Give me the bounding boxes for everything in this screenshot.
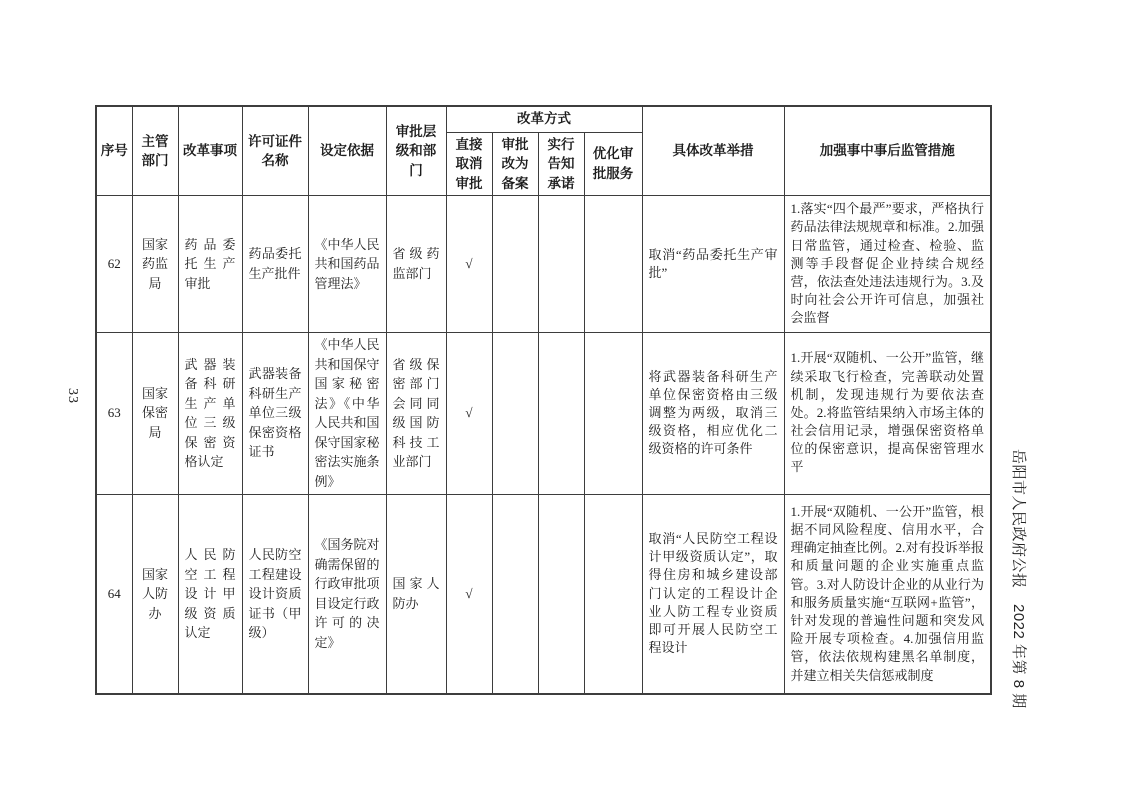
- header-reform-mode-group: 改革方式: [446, 106, 642, 132]
- header-department: 主管部门: [132, 106, 178, 196]
- header-row-group: [96, 106, 991, 132]
- header-mode-filing: 审批改为备案: [492, 132, 538, 196]
- header-approval-level: 审批层级和部门: [386, 106, 446, 196]
- cell-measures: 将武器装备科研生产单位保密资格由三级调整为两级，取消三级资格，相应优化二级资格的许可条件: [642, 332, 784, 494]
- header-reform-item: 改革事项: [178, 106, 242, 196]
- cell-supervision: 1.开展“双随机、一公开”监管，根据不同风险程度、信用水平，合理确定抽查比例。2.对有投诉举报和质量问题的企业实施重点监管。3.对人防设计企业的从业行为和服务质量实施“互联网+监管”，针对发现的普遍性问题和突发风险开展专项检查。4.加强信用监管，依法依规构建黑名单制度，并建立相关失信惩戒制度: [784, 494, 991, 694]
- table-row: [96, 196, 991, 332]
- cell-mode-commitment: [538, 196, 584, 332]
- cell-department: 国家人防办: [132, 494, 178, 694]
- cell-department: 国家保密局: [132, 332, 178, 494]
- cell-license-name: 武器装备科研生产单位三级保密资格证书: [242, 332, 308, 494]
- table-row: [96, 332, 991, 494]
- cell-reform-item: 人民防空工程设计甲级资质认定: [178, 494, 242, 694]
- cell-approval-level: 国家人防办: [386, 494, 446, 694]
- cell-approval-level: 省级保密部门会同同级国防科技工业部门: [386, 332, 446, 494]
- cell-mode-commitment: [538, 332, 584, 494]
- cell-license-name: 人民防空工程建设设计资质证书（甲级）: [242, 494, 308, 694]
- cell-mode-cancel-check: √: [446, 196, 492, 332]
- page-number: 33: [65, 388, 80, 404]
- cell-license-name: 药品委托生产批件: [242, 196, 308, 332]
- cell-basis: 《国务院对确需保留的行政审批项目设定行政许可的决定》: [308, 494, 386, 694]
- approval-items-table: [95, 105, 992, 695]
- header-mode-cancel: 直接取消审批: [446, 132, 492, 196]
- cell-mode-cancel-check: √: [446, 494, 492, 694]
- header-license-name: 许可证件名称: [242, 106, 308, 196]
- cell-serial: 63: [96, 332, 132, 494]
- cell-basis: 《中华人民共和国药品管理法》: [308, 196, 386, 332]
- cell-measures: 取消“药品委托生产审批”: [642, 196, 784, 332]
- cell-supervision: 1.开展“双随机、一公开”监管，继续采取飞行检查，完善联动处置机制，发现违规行为要依法查处。2.将监管结果纳入市场主体的社会信用记录，增强保密资格单位的保密意识，提高保密管理水平: [784, 332, 991, 494]
- cell-serial: 62: [96, 196, 132, 332]
- cell-supervision: 1.落实“四个最严”要求，严格执行药品法律法规规章和标准。2.加强日常监管，通过检查、检验、监测等手段督促企业持续合规经营，依法查处违法违规行为。3.及时向社会公开许可信息，加强社会监督: [784, 196, 991, 332]
- header-supervision: 加强事中事后监管措施: [784, 106, 991, 196]
- cell-department: 国家药监局: [132, 196, 178, 332]
- header-measures: 具体改革举措: [642, 106, 784, 196]
- header-mode-commitment: 实行告知承诺: [538, 132, 584, 196]
- cell-mode-optimize: [584, 494, 642, 694]
- cell-serial: 64: [96, 494, 132, 694]
- header-mode-optimize: 优化审批服务: [584, 132, 642, 196]
- journal-caption: 岳阳市人民政府公报 2022 年第 8 期: [1010, 449, 1027, 709]
- cell-mode-filing: [492, 332, 538, 494]
- cell-mode-commitment: [538, 494, 584, 694]
- cell-mode-cancel-check: √: [446, 332, 492, 494]
- cell-mode-filing: [492, 494, 538, 694]
- cell-approval-level: 省级药监部门: [386, 196, 446, 332]
- cell-reform-item: 武器装备科研生产单位三级保密资格认定: [178, 332, 242, 494]
- header-serial: 序号: [96, 106, 132, 196]
- cell-mode-optimize: [584, 332, 642, 494]
- header-basis: 设定依据: [308, 106, 386, 196]
- cell-mode-optimize: [584, 196, 642, 332]
- table-row: [96, 494, 991, 694]
- cell-basis: 《中华人民共和国保守国家秘密法》《中华人民共和国保守国家秘密法实施条例》: [308, 332, 386, 494]
- cell-reform-item: 药品委托生产审批: [178, 196, 242, 332]
- cell-measures: 取消“人民防空工程设计甲级资质认定”，取得住房和城乡建设部门认定的工程设计企业人防工程专业资质即可开展人民防空工程设计: [642, 494, 784, 694]
- cell-mode-filing: [492, 196, 538, 332]
